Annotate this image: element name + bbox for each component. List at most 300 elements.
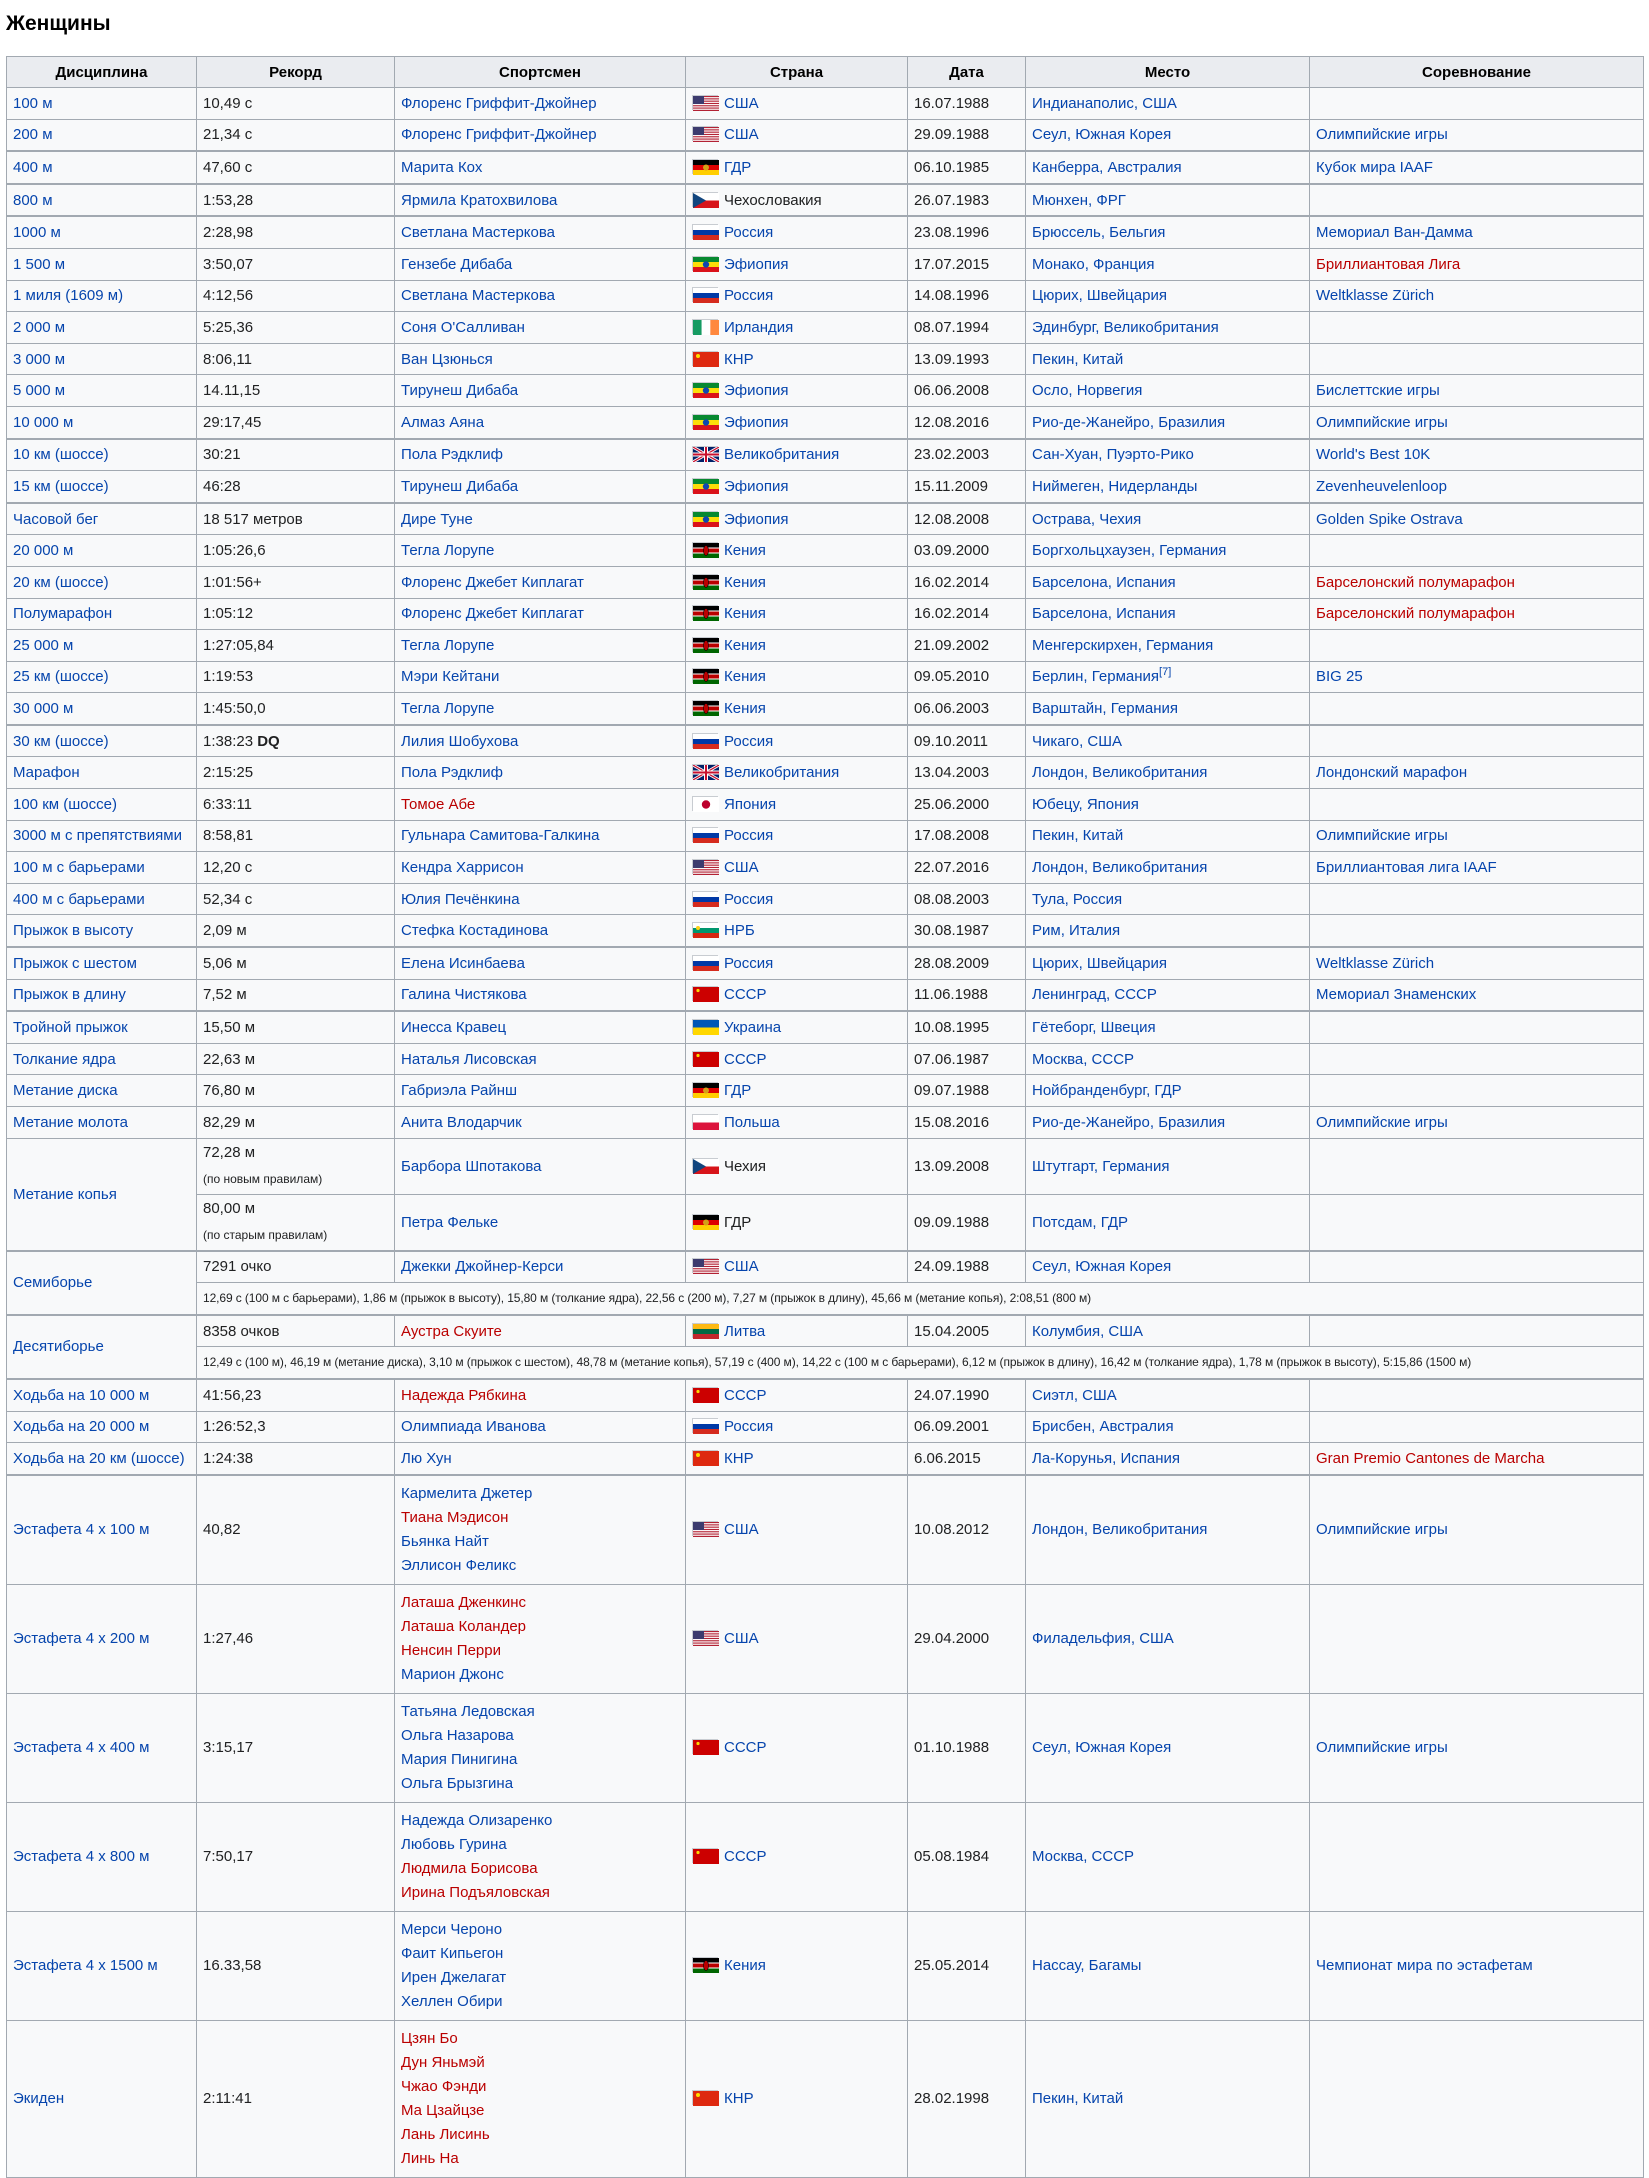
country-link[interactable]: Эфиопия bbox=[724, 255, 789, 273]
discipline-link[interactable]: Эстафета 4 x 800 м bbox=[13, 1848, 150, 1866]
discipline-link[interactable]: 200 м bbox=[13, 126, 53, 144]
competition-link[interactable]: Барселонский полумарафон bbox=[1316, 605, 1515, 623]
competition-link[interactable]: Мемориал Знаменских bbox=[1316, 986, 1477, 1004]
country-link[interactable]: КНР bbox=[724, 1449, 754, 1467]
team-member-link[interactable]: Цзян Бо bbox=[401, 2029, 458, 2047]
country-link[interactable]: Эфиопия bbox=[724, 510, 789, 528]
place-link[interactable]: Сеул, Южная Корея bbox=[1032, 1739, 1172, 1757]
place-link[interactable]: Тула, Россия bbox=[1032, 890, 1123, 908]
discipline-cell bbox=[7, 820, 197, 852]
place-link[interactable]: Гётеборг, Швеция bbox=[1032, 1019, 1156, 1037]
competition-link[interactable]: Олимпийские игры bbox=[1316, 413, 1448, 431]
competition-link[interactable]: Чемпионат мира по эстафетам bbox=[1316, 1957, 1533, 1975]
discipline-link[interactable]: Прыжок в длину bbox=[13, 986, 126, 1004]
athlete-link[interactable]: Елена Исинбаева bbox=[401, 954, 525, 972]
table-row bbox=[7, 820, 1644, 852]
country-link[interactable]: Кения bbox=[724, 700, 766, 718]
discipline-link[interactable]: Толкание ядра bbox=[13, 1050, 116, 1068]
athlete-link[interactable]: Кендра Харрисон bbox=[401, 859, 524, 877]
place-link[interactable]: Чикаго, США bbox=[1032, 732, 1123, 750]
table-row bbox=[7, 439, 1644, 471]
discipline-link[interactable]: 1 500 м bbox=[13, 255, 66, 273]
place-link[interactable]: Филадельфия, США bbox=[1032, 1630, 1174, 1648]
date-cell bbox=[908, 820, 1026, 852]
record-cell bbox=[197, 375, 395, 407]
competition-link[interactable]: Олимпийские игры bbox=[1316, 1739, 1448, 1757]
place-link[interactable]: Ленинград, СССР bbox=[1032, 986, 1157, 1004]
country-link[interactable]: СССР bbox=[724, 1386, 767, 1404]
athlete-cell bbox=[395, 119, 686, 151]
discipline-link[interactable]: 1000 м bbox=[13, 224, 61, 242]
place-link[interactable]: Москва, СССР bbox=[1032, 1050, 1135, 1068]
country-link[interactable]: СССР bbox=[724, 986, 767, 1004]
place-cell bbox=[1026, 725, 1310, 757]
place-link[interactable]: Пекин, Китай bbox=[1032, 350, 1124, 368]
country-link[interactable]: КНР bbox=[724, 2090, 754, 2108]
place-link[interactable]: Боргхольцхаузен, Германия bbox=[1032, 542, 1227, 560]
athlete-cell bbox=[395, 1911, 686, 2020]
competition-link[interactable]: BIG 25 bbox=[1316, 668, 1363, 686]
place-link[interactable]: Острава, Чехия bbox=[1032, 510, 1142, 528]
country-link[interactable]: Украина bbox=[724, 1019, 782, 1037]
discipline-cell bbox=[7, 2020, 197, 2177]
team-member-link[interactable]: Эллисон Феликс bbox=[401, 1556, 517, 1574]
country-link[interactable]: Великобритания bbox=[724, 764, 840, 782]
team-member-link[interactable]: Людмила Борисова bbox=[401, 1859, 538, 1877]
competition-cell bbox=[1310, 1411, 1644, 1443]
athlete-link[interactable]: Тирунеш Дибаба bbox=[401, 477, 519, 495]
col-header-place[interactable]: Место bbox=[1026, 57, 1310, 88]
table-row bbox=[7, 1107, 1644, 1139]
flag-ussr-icon bbox=[692, 1051, 718, 1066]
place-link[interactable]: Штутгарт, Германия bbox=[1032, 1157, 1170, 1175]
place-link[interactable]: Сеул, Южная Корея bbox=[1032, 126, 1172, 144]
country-link[interactable]: СССР bbox=[724, 1050, 767, 1068]
discipline-link[interactable]: 400 м с барьерами bbox=[13, 890, 145, 908]
footnote-ref[interactable]: [7] bbox=[1159, 666, 1172, 679]
competition-link[interactable]: Кубок мира IAAF bbox=[1316, 158, 1433, 176]
competition-link[interactable]: Олимпийские игры bbox=[1316, 1113, 1448, 1131]
discipline-link[interactable]: 3 000 м bbox=[13, 350, 66, 368]
flag-russia-icon bbox=[692, 1418, 718, 1433]
place-cell bbox=[1026, 535, 1310, 567]
country-link[interactable]: Польша bbox=[724, 1113, 780, 1131]
athlete-link[interactable]: Гензебе Дибаба bbox=[401, 255, 513, 273]
place-link[interactable]: Рио-де-Жанейро, Бразилия bbox=[1032, 413, 1226, 431]
date-cell bbox=[908, 789, 1026, 821]
place-link[interactable]: Брюссель, Бельгия bbox=[1032, 224, 1166, 242]
athlete-link[interactable]: Джекки Джойнер-Керси bbox=[401, 1258, 564, 1276]
place-link[interactable]: Канберра, Австралия bbox=[1032, 158, 1182, 176]
place-link[interactable]: Сан-Хуан, Пуэрто-Рико bbox=[1032, 446, 1194, 464]
country-link[interactable]: Япония bbox=[724, 795, 777, 813]
athlete-link[interactable]: Томое Абе bbox=[401, 795, 476, 813]
discipline-link[interactable]: Часовой бег bbox=[13, 510, 99, 528]
discipline-link[interactable]: Ходьба на 20 км (шоссе) bbox=[13, 1449, 185, 1467]
place-link[interactable]: Ниймеген, Нидерланды bbox=[1032, 477, 1198, 495]
discipline-link[interactable]: 1 миля (1609 м) bbox=[13, 287, 124, 305]
discipline-link[interactable]: Ходьба на 10 000 м bbox=[13, 1386, 150, 1404]
athlete-link[interactable]: Наталья Лисовская bbox=[401, 1050, 537, 1068]
country-link[interactable]: Кения bbox=[724, 636, 766, 654]
country-link[interactable]: США bbox=[724, 1521, 759, 1539]
team-member-link[interactable]: Ирина Подъяловская bbox=[401, 1883, 550, 1901]
competition-link[interactable]: Олимпийские игры bbox=[1316, 126, 1448, 144]
discipline-link[interactable]: 400 м bbox=[13, 158, 53, 176]
place-link[interactable]: Пекин, Китай bbox=[1032, 2090, 1124, 2108]
discipline-link[interactable]: Десятиборье bbox=[13, 1338, 104, 1356]
col-header-date[interactable]: Дата bbox=[908, 57, 1026, 88]
team-member-link[interactable]: Лань Лисинь bbox=[401, 2125, 490, 2143]
discipline-link[interactable]: 20 000 м bbox=[13, 542, 74, 560]
athlete-link[interactable]: Пола Рэдклиф bbox=[401, 764, 504, 782]
team-member-link[interactable]: Ирен Джелагат bbox=[401, 1968, 507, 1986]
discipline-link[interactable]: 30 000 м bbox=[13, 700, 74, 718]
discipline-link[interactable]: Марафон bbox=[13, 764, 80, 782]
place-cell bbox=[1026, 757, 1310, 789]
country-link[interactable]: НРБ bbox=[724, 922, 755, 940]
country-link[interactable]: Эфиопия bbox=[724, 413, 789, 431]
country-link[interactable]: Ирландия bbox=[724, 318, 794, 336]
athlete-cell bbox=[395, 915, 686, 947]
discipline-link[interactable]: Метание диска bbox=[13, 1082, 118, 1100]
team-member-link[interactable]: Чжао Фэнди bbox=[401, 2077, 487, 2095]
place-link[interactable]: Сиэтл, США bbox=[1032, 1386, 1117, 1404]
discipline-link[interactable]: 25 000 м bbox=[13, 636, 74, 654]
discipline-link[interactable]: 30 км (шоссе) bbox=[13, 732, 109, 750]
discipline-link[interactable]: Метание молота bbox=[13, 1113, 129, 1131]
team-member-link[interactable]: Мария Пинигина bbox=[401, 1750, 518, 1768]
date-value: 15.08.2016 bbox=[914, 1113, 990, 1131]
team-member-link[interactable]: Фаит Кипьегон bbox=[401, 1944, 504, 1962]
date-value: 13.09.2008 bbox=[914, 1157, 990, 1175]
athlete-link[interactable]: Инесса Кравец bbox=[401, 1019, 507, 1037]
table-row bbox=[7, 471, 1644, 503]
competition-cell bbox=[1310, 693, 1644, 725]
country-link[interactable]: ГДР bbox=[724, 158, 752, 176]
discipline-link[interactable]: 10 км (шоссе) bbox=[13, 446, 109, 464]
discipline-link[interactable]: 100 м bbox=[13, 94, 53, 112]
place-cell bbox=[1026, 119, 1310, 151]
date-cell bbox=[908, 216, 1026, 248]
discipline-link[interactable]: 5 000 м bbox=[13, 382, 66, 400]
country-link[interactable]: Россия bbox=[724, 224, 774, 242]
country-link[interactable]: США bbox=[724, 94, 759, 112]
athlete-link[interactable]: Галина Чистякова bbox=[401, 986, 527, 1004]
team-member-link[interactable]: Марион Джонс bbox=[401, 1665, 504, 1683]
place-link[interactable]: Пекин, Китай bbox=[1032, 827, 1124, 845]
athlete-link[interactable]: Анита Влодарчик bbox=[401, 1113, 522, 1131]
table-row bbox=[7, 1802, 1644, 1911]
athlete-link[interactable]: Тегла Лорупе bbox=[401, 636, 495, 654]
col-header-discipline[interactable]: Дисциплина bbox=[7, 57, 197, 88]
country-link[interactable]: Эфиопия bbox=[724, 382, 789, 400]
table-row bbox=[7, 375, 1644, 407]
competition-cell bbox=[1310, 1075, 1644, 1107]
athlete-link[interactable]: Марита Кох bbox=[401, 158, 483, 176]
athlete-link[interactable]: Флоренс Джебет Киплагат bbox=[401, 573, 584, 591]
athlete-cell bbox=[395, 151, 686, 184]
athlete-link[interactable]: Надежда Рябкина bbox=[401, 1386, 527, 1404]
discipline-link[interactable]: Полумарафон bbox=[13, 605, 113, 623]
country-link[interactable]: СССР bbox=[724, 1848, 767, 1866]
place-link[interactable]: Ла-Корунья, Испания bbox=[1032, 1449, 1181, 1467]
competition-link[interactable]: Мемориал Ван-Дамма bbox=[1316, 224, 1473, 242]
competition-link[interactable]: Бислеттские игры bbox=[1316, 382, 1440, 400]
country-link[interactable]: Великобритания bbox=[724, 446, 840, 464]
date-value: 15.11.2009 bbox=[914, 477, 988, 495]
athlete-link[interactable]: Тегла Лорупе bbox=[401, 542, 495, 560]
team-member-link[interactable]: Дун Яньмэй bbox=[401, 2053, 485, 2071]
place-cell bbox=[1026, 1379, 1310, 1411]
country-cell bbox=[686, 757, 908, 789]
country-link[interactable]: Россия bbox=[724, 890, 774, 908]
team-member-link[interactable]: Тиана Мэдисон bbox=[401, 1508, 509, 1526]
flag-usa-icon bbox=[692, 95, 718, 110]
team-member-link[interactable]: Мерси Чероно bbox=[401, 1920, 503, 1938]
team-member-link[interactable]: Линь На bbox=[401, 2149, 459, 2167]
competition-link[interactable]: Бриллиантовая Лига bbox=[1316, 255, 1461, 273]
team-member-link[interactable]: Бьянка Найт bbox=[401, 1532, 489, 1550]
competition-link[interactable]: Weltklasse Zürich bbox=[1316, 954, 1435, 972]
athlete-link[interactable]: Светлана Мастеркова bbox=[401, 287, 556, 305]
flag-kenya-icon bbox=[692, 1957, 718, 1972]
competition-cell bbox=[1310, 1475, 1644, 1585]
date-value: 12.08.2016 bbox=[914, 413, 990, 431]
date-value: 10.08.2012 bbox=[914, 1521, 990, 1539]
country-link[interactable]: Россия bbox=[724, 827, 774, 845]
athlete-link[interactable]: Ярмила Кратохвилова bbox=[401, 191, 558, 209]
athlete-link[interactable]: Алмаз Аяна bbox=[401, 413, 485, 431]
athlete-link[interactable]: Ван Цзюнься bbox=[401, 350, 493, 368]
country-link[interactable]: Россия bbox=[724, 954, 774, 972]
team-member-link[interactable]: Хеллен Обири bbox=[401, 1992, 503, 2010]
competition-link[interactable]: Zevenheuvelenloop bbox=[1316, 477, 1447, 495]
competition-link[interactable]: Лондонский марафон bbox=[1316, 764, 1468, 782]
discipline-link[interactable]: Прыжок с шестом bbox=[13, 954, 137, 972]
country-link[interactable]: Эфиопия bbox=[724, 477, 789, 495]
athlete-link[interactable]: Барбора Шпотакова bbox=[401, 1157, 542, 1175]
team-member-link[interactable]: Любовь Гурина bbox=[401, 1835, 507, 1853]
place-link[interactable]: Менгерскирхен, Германия bbox=[1032, 636, 1214, 654]
discipline-link[interactable]: 20 км (шоссе) bbox=[13, 573, 109, 591]
athlete-link[interactable]: Габриэла Райнш bbox=[401, 1082, 518, 1100]
competition-link[interactable]: Golden Spike Ostrava bbox=[1316, 510, 1463, 528]
place-link[interactable]: Юбецу, Япония bbox=[1032, 795, 1139, 813]
table-row bbox=[7, 406, 1644, 438]
place-link[interactable]: Монако, Франция bbox=[1032, 255, 1155, 273]
discipline-link[interactable]: 800 м bbox=[13, 191, 53, 209]
country-cell bbox=[686, 439, 908, 471]
date-cell bbox=[908, 1011, 1026, 1043]
col-header-competition[interactable]: Соревнование bbox=[1310, 57, 1644, 88]
discipline-link[interactable]: Прыжок в высоту bbox=[13, 922, 134, 940]
col-header-record[interactable]: Рекорд bbox=[197, 57, 395, 88]
flag-czech-icon bbox=[692, 192, 718, 207]
athlete-link[interactable]: Тегла Лорупе bbox=[401, 700, 495, 718]
discipline-link[interactable]: 2 000 м bbox=[13, 318, 66, 336]
place-link[interactable]: Рим, Италия bbox=[1032, 922, 1121, 940]
athlete-cell bbox=[395, 1315, 686, 1347]
discipline-link[interactable]: Тройной прыжок bbox=[13, 1019, 128, 1037]
country-link[interactable]: Россия bbox=[724, 1418, 774, 1436]
place-link[interactable]: Барселона, Испания bbox=[1032, 605, 1176, 623]
discipline-link[interactable]: 10 000 м bbox=[13, 413, 74, 431]
record-cell bbox=[197, 1194, 395, 1251]
record-value: 1:05:12 bbox=[203, 605, 254, 623]
discipline-link[interactable]: 3000 м с препятствиями bbox=[13, 827, 182, 845]
discipline-link[interactable]: Эстафета 4 x 200 м bbox=[13, 1630, 150, 1648]
competition-cell bbox=[1310, 119, 1644, 151]
col-header-athlete[interactable]: Спортсмен bbox=[395, 57, 686, 88]
discipline-link[interactable]: 100 км (шоссе) bbox=[13, 795, 117, 813]
place-link[interactable]: Эдинбург, Великобритания bbox=[1032, 318, 1219, 336]
discipline-link[interactable]: 100 м с барьерами bbox=[13, 859, 145, 877]
discipline-link[interactable]: Эстафета 4 x 1500 м bbox=[13, 1957, 158, 1975]
discipline-cell bbox=[7, 184, 197, 217]
date-cell bbox=[908, 1693, 1026, 1802]
date-value: 28.02.1998 bbox=[914, 2090, 990, 2108]
place-link[interactable]: Лондон, Великобритания bbox=[1032, 859, 1208, 877]
discipline-cell bbox=[7, 1584, 197, 1693]
col-header-country[interactable]: Страна bbox=[686, 57, 908, 88]
athlete-cell bbox=[395, 375, 686, 407]
place-link[interactable]: Лондон, Великобритания bbox=[1032, 1521, 1208, 1539]
record-cell bbox=[197, 1475, 395, 1585]
athlete-link[interactable]: Мэри Кейтани bbox=[401, 668, 500, 686]
country-cell bbox=[686, 216, 908, 248]
country-link[interactable]: США bbox=[724, 126, 759, 144]
place-link[interactable]: Варштайн, Германия bbox=[1032, 700, 1179, 718]
athlete-link[interactable]: Флоренс Гриффит-Джойнер bbox=[401, 126, 597, 144]
discipline-link[interactable]: Эстафета 4 x 100 м bbox=[13, 1521, 150, 1539]
country-link[interactable]: Кения bbox=[724, 668, 766, 686]
team-member-link[interactable]: Ма Цзайцзе bbox=[401, 2101, 485, 2119]
record-cell bbox=[197, 852, 395, 884]
record-cell bbox=[197, 535, 395, 567]
team-member-link[interactable]: Латаша Дженкинс bbox=[401, 1593, 526, 1611]
competition-link[interactable]: Gran Premio Cantones de Marcha bbox=[1316, 1449, 1545, 1467]
place-link[interactable]: Брисбен, Австралия bbox=[1032, 1418, 1174, 1436]
place-link[interactable]: Сеул, Южная Корея bbox=[1032, 1258, 1172, 1276]
table-row bbox=[7, 725, 1644, 757]
country-link[interactable]: Кения bbox=[724, 573, 766, 591]
record-value: 18 517 метров bbox=[203, 510, 303, 528]
competition-link[interactable]: Олимпийские игры bbox=[1316, 1521, 1448, 1539]
country-link[interactable]: Россия bbox=[724, 732, 774, 750]
athlete-cell bbox=[395, 280, 686, 312]
athlete-link[interactable]: Тирунеш Дибаба bbox=[401, 382, 519, 400]
discipline-cell bbox=[7, 1802, 197, 1911]
place-link[interactable]: Мюнхен, ФРГ bbox=[1032, 191, 1126, 209]
athlete-link[interactable]: Олимпиада Иванова bbox=[401, 1418, 546, 1436]
team-member-link[interactable]: Татьяна Ледовская bbox=[401, 1702, 535, 1720]
discipline-link[interactable]: 25 км (шоссе) bbox=[13, 668, 109, 686]
athlete-link[interactable]: Флоренс Гриффит-Джойнер bbox=[401, 94, 597, 112]
flag-uk-icon bbox=[692, 446, 718, 461]
competition-cell bbox=[1310, 630, 1644, 662]
place-link[interactable]: Барселона, Испания bbox=[1032, 573, 1176, 591]
table-row bbox=[7, 184, 1644, 217]
date-cell bbox=[908, 566, 1026, 598]
team-member-link[interactable]: Ольга Назарова bbox=[401, 1726, 514, 1744]
athlete-link[interactable]: Светлана Мастеркова bbox=[401, 224, 556, 242]
place-cell bbox=[1026, 280, 1310, 312]
athlete-link[interactable]: Лю Хун bbox=[401, 1449, 452, 1467]
competition-link[interactable]: Барселонский полумарафон bbox=[1316, 573, 1515, 591]
country-link[interactable]: СССР bbox=[724, 1739, 767, 1757]
athlete-link[interactable]: Пола Рэдклиф bbox=[401, 446, 504, 464]
athlete-link[interactable]: Флоренс Джебет Киплагат bbox=[401, 605, 584, 623]
competition-link[interactable]: Weltklasse Zürich bbox=[1316, 287, 1435, 305]
country-link[interactable]: Россия bbox=[724, 287, 774, 305]
place-link[interactable]: Потсдам, ГДР bbox=[1032, 1213, 1129, 1231]
country-link[interactable]: ГДР bbox=[724, 1082, 752, 1100]
place-link[interactable]: Индианаполис, США bbox=[1032, 94, 1177, 112]
team-member-link[interactable]: Кармелита Джетер bbox=[401, 1484, 533, 1502]
country-link[interactable]: Кения bbox=[724, 605, 766, 623]
country-link[interactable]: США bbox=[724, 1630, 759, 1648]
discipline-link[interactable]: Семиборье bbox=[13, 1274, 93, 1292]
place-link[interactable]: Цюрих, Швейцария bbox=[1032, 954, 1167, 972]
flag-ireland-icon bbox=[692, 319, 718, 334]
country-link[interactable]: Литва bbox=[724, 1322, 766, 1340]
competition-cell bbox=[1310, 1802, 1644, 1911]
place-cell bbox=[1026, 1693, 1310, 1802]
country-link[interactable]: США bbox=[724, 859, 759, 877]
discipline-link[interactable]: Ходьба на 20 000 м bbox=[13, 1418, 150, 1436]
team-member-link[interactable]: Надежда Олизаренко bbox=[401, 1811, 553, 1829]
athlete-link[interactable]: Петра Фельке bbox=[401, 1213, 499, 1231]
place-cell bbox=[1026, 1411, 1310, 1443]
athlete-link[interactable]: Гульнара Самитова-Галкина bbox=[401, 827, 600, 845]
place-link[interactable]: Лондон, Великобритания bbox=[1032, 764, 1208, 782]
date-cell bbox=[908, 725, 1026, 757]
place-link[interactable]: Рио-де-Жанейро, Бразилия bbox=[1032, 1113, 1226, 1131]
athlete-link[interactable]: Дире Туне bbox=[401, 510, 473, 528]
athlete-link[interactable]: Соня О'Салливан bbox=[401, 318, 525, 336]
team-member-link[interactable]: Ольга Брызгина bbox=[401, 1774, 514, 1792]
competition-link[interactable]: Олимпийские игры bbox=[1316, 827, 1448, 845]
country-link[interactable]: Кения bbox=[724, 542, 766, 560]
place-link[interactable]: Нассау, Багамы bbox=[1032, 1957, 1142, 1975]
place-link[interactable]: Москва, СССР bbox=[1032, 1848, 1135, 1866]
date-cell bbox=[908, 1443, 1026, 1475]
record-value: 1:05:26,6 bbox=[203, 542, 266, 560]
country-link[interactable]: США bbox=[724, 1258, 759, 1276]
competition-link[interactable]: World's Best 10K bbox=[1316, 446, 1431, 464]
athlete-link[interactable]: Стефка Костадинова bbox=[401, 922, 549, 940]
discipline-link[interactable]: Метание копья bbox=[13, 1185, 117, 1203]
place-link[interactable]: Нойбранденбург, ГДР bbox=[1032, 1082, 1182, 1100]
discipline-link[interactable]: Экиден bbox=[13, 2090, 65, 2108]
place-link[interactable]: Осло, Норвегия bbox=[1032, 382, 1143, 400]
place-link[interactable]: Берлин, Германия bbox=[1032, 668, 1160, 686]
athlete-link[interactable]: Аустра Скуите bbox=[401, 1322, 502, 1340]
discipline-link[interactable]: Эстафета 4 x 400 м bbox=[13, 1739, 150, 1757]
section-title: Женщины bbox=[6, 12, 111, 35]
team-member-link[interactable]: Ненсин Перри bbox=[401, 1641, 501, 1659]
place-link[interactable]: Цюрих, Швейцария bbox=[1032, 287, 1167, 305]
discipline-link[interactable]: 15 км (шоссе) bbox=[13, 477, 109, 495]
team-member-link[interactable]: Латаша Коландер bbox=[401, 1617, 527, 1635]
competition-link[interactable]: Бриллиантовая лига IAAF bbox=[1316, 859, 1497, 877]
country-link[interactable]: КНР bbox=[724, 350, 754, 368]
athlete-link[interactable]: Лилия Шобухова bbox=[401, 732, 519, 750]
athlete-link[interactable]: Юлия Печёнкина bbox=[401, 890, 520, 908]
country-link[interactable]: Кения bbox=[724, 1957, 766, 1975]
place-link[interactable]: Колумбия, США bbox=[1032, 1322, 1143, 1340]
